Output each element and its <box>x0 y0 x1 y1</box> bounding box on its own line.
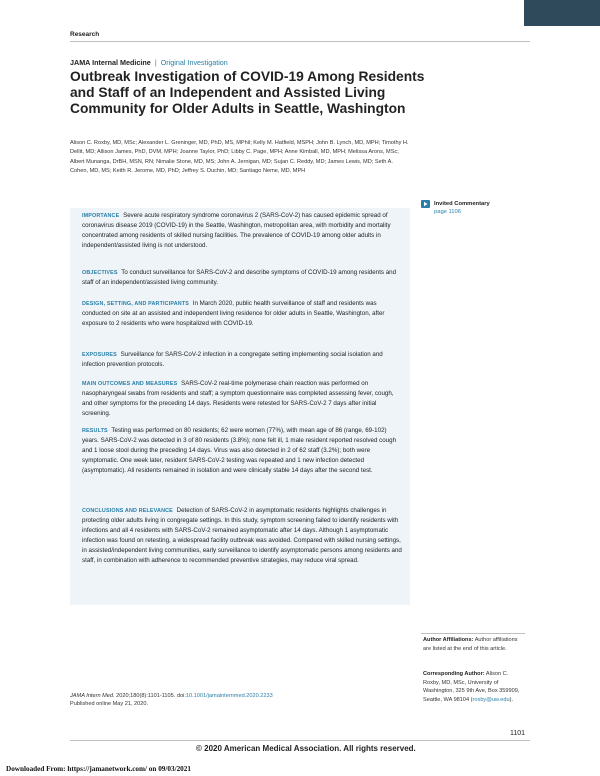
abstract-text: Surveillance for SARS-CoV-2 infection in a congregate setting implementing social isolation and infection prevention protocols. <box>82 351 383 369</box>
abstract-results <box>82 426 402 476</box>
abstract-conclusions <box>82 506 402 567</box>
copyright: © 2020 American Medical Association. All rights reserved. <box>196 744 416 753</box>
corresponding-text: Alison C. Roxby, MD, MSc, University of Washington, 325 9th Ave, Box 359909, Seattle, WA 98104 ( <box>423 671 520 703</box>
author-affiliations <box>423 636 521 653</box>
header-color-bar <box>524 0 600 26</box>
citation-doi-link[interactable]: 10.1001/jamainternmed.2020.2233 <box>185 693 273 699</box>
corresponding-author <box>423 670 521 704</box>
abstract-heading: EXPOSURES <box>82 352 117 358</box>
section-label: Research <box>70 31 100 38</box>
abstract-objectives <box>82 268 402 288</box>
article-title: Outbreak Investigation of COVID-19 Among Residents and Staff of an Independent and Assisted Living Community for Older Adults in Seattle, Washington <box>70 69 425 116</box>
citation-journal: JAMA Intern Med. <box>70 693 115 699</box>
abstract-heading: DESIGN, SETTING, AND PARTICIPANTS <box>82 301 189 307</box>
abstract-text: Testing was performed on 80 residents; 62 were women (77%), with mean age of 86 (range, 69-102) years. SARS-CoV-2 was detected in 3 of 80 residents (3.8%); none felt ill, 1 male resident reported resolved cough and 1 loose stool during the preceding 14 days. Virus was also detected in 2 of 62 staff (3.2%); both were symptomatic. One week later, resident SARS-CoV-2 testing was repeated and 1 new infection detected (asymptomatic). All residents remained in isolation and were clinically stable 14 days after the second test. <box>82 427 397 475</box>
abstract-box <box>70 208 410 605</box>
download-line: Downloaded From: https://jamanetwork.com/ on 09/03/2021 <box>6 765 191 773</box>
abstract-heading: RESULTS <box>82 428 108 434</box>
abstract-outcomes <box>82 379 402 419</box>
footer-divider <box>70 740 530 741</box>
page-number: 1101 <box>510 730 526 737</box>
invited-commentary-label: Invited Commentary <box>434 201 490 207</box>
abstract-text: In March 2020, public health surveillance of staff and residents was conducted on site at an assisted and independent living residence for older adults in Seattle, Washington, after exposure to 2 residents who were hospitalized with COVID-19. <box>82 300 385 328</box>
abstract-text: Severe acute respiratory syndrome coronavirus 2 (SARS-CoV-2) has caused epidemic spread of coronavirus disease 2019 (COVID-19) in the Seattle, Washington, metropolitan area, with morbidity and mortality concentrated among residents of skilled nursing facilities. The prevalence of COVID-19 among older adults in independent/assisted living is not understood. <box>82 212 391 250</box>
abstract-heading: CONCLUSIONS AND RELEVANCE <box>82 508 173 514</box>
abstract-text: To conduct surveillance for SARS-CoV-2 and describe symptoms of COVID-19 among residents and staff of an independent/assisted living community. <box>82 269 397 287</box>
affiliations-text: Author affiliations are listed at the end of this article. <box>423 637 518 652</box>
abstract-design <box>82 299 402 329</box>
article-type: Original Investigation <box>160 58 228 67</box>
citation-details: 2020;180(8):1101-1105. doi: <box>116 693 186 699</box>
citation-published: Published online May 21, 2020. <box>70 701 149 708</box>
journal-name: JAMA Internal Medicine <box>70 58 151 67</box>
abstract-text: Detection of SARS-CoV-2 in asymptomatic residents highlights challenges in protecting older adults living in congregate settings. In this study, symptom screening failed to identify residents with infections and all 4 residents with SARS-CoV-2 remained asymptomatic after 14 days. Although 1 asymptomatic infection was found on retesting, a widespread facility outbreak was avoided. Compared with skilled nursing settings, in assisted/independent living communities, early surveillance to identify asymptomatic persons among residents and staff, in combination with adherence to recommended preventive strategies, may reduce viral spread. <box>82 507 402 565</box>
abstract-heading: IMPORTANCE <box>82 213 120 219</box>
journal-separator: | <box>154 58 157 67</box>
author-list: Alison C. Roxby, MD, MSc; Alexander L. Greninger, MD, PhD, MS, MPhil; Kelly M. Hatfield, MSPH; John B. Lynch, MD, MPH; Timothy H. Dellit, MD; Allison James, PhD, DVM, MPH; Joanne Taylor, PhD; Libby C. Page, MPH; Anne Kimball, MD, MPH; Melissa Arons, MSc; Albert Munanga, DrBH, MSN, RN; Nimalie Stone, MD, MS; John A. Jernigan, MD; Sujan C. Reddy, MD; James Lewis, MD; Seth A. Cohen, MD, MS; Keith R. Jerome, MD, PhD; Jeffrey S. Duchin, MD; Santiago Neme, MD, MPH <box>70 140 409 174</box>
abstract-heading: OBJECTIVES <box>82 270 118 276</box>
citation <box>70 692 370 708</box>
invited-commentary-page-link[interactable]: page 1106 <box>434 209 461 215</box>
affiliations-label: Author Affiliations: <box>423 637 474 643</box>
header-divider <box>70 41 530 42</box>
corresponding-close: ). <box>509 696 514 703</box>
sidebar-divider <box>421 633 525 634</box>
corresponding-label: Corresponding Author: <box>423 671 485 677</box>
commentary-arrow-icon <box>421 200 430 211</box>
abstract-importance <box>82 211 402 251</box>
abstract-heading: MAIN OUTCOMES AND MEASURES <box>82 381 178 387</box>
corresponding-email-link[interactable]: roxby@uw.edu <box>472 696 510 703</box>
journal-line <box>70 58 228 67</box>
abstract-text: SARS-CoV-2 real-time polymerase chain reaction was performed on nasopharyngeal swabs from residents and staff; a symptom questionnaire was completed assessing fever, cough, and other symptoms for the preceding 14 days. Residents were retested for SARS-CoV-2 7 days after initial screening. <box>82 380 394 418</box>
abstract-exposures <box>82 350 402 370</box>
